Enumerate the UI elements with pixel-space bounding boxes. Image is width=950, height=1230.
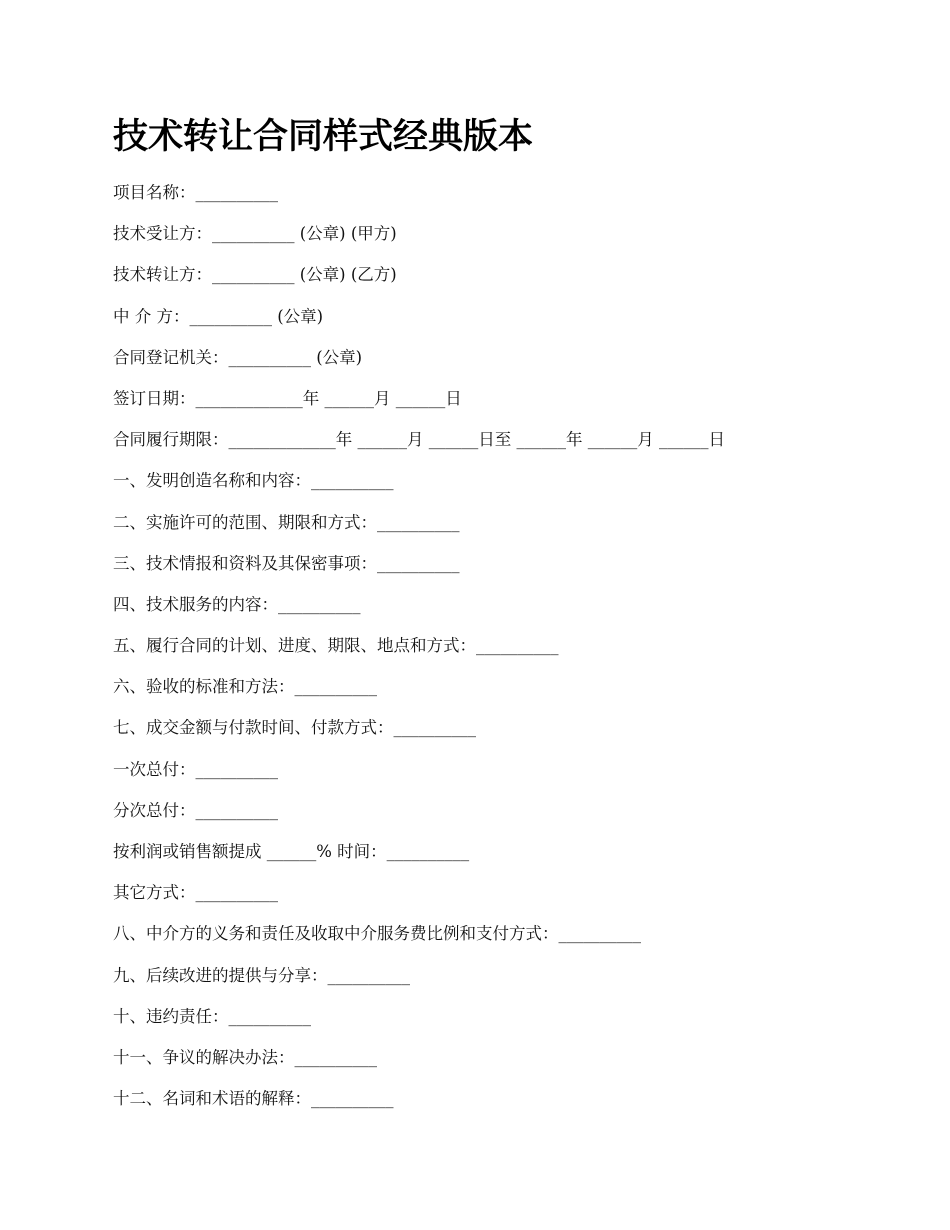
field-transferor: 技术转让方：__________ (公章) (乙方) — [113, 265, 397, 285]
payment-royalty: 按利润或销售额提成 ______% 时间：__________ — [113, 842, 470, 861]
page-title: 技术转让合同样式经典版本 — [113, 117, 534, 157]
field-performance-period: 合同履行期限：_____________年 ______月 ______日至 ______年 ______月 ______日 — [113, 430, 725, 450]
clause-12: 十二、名词和术语的解释：__________ — [113, 1089, 394, 1109]
clause-2: 二、实施许可的范围、期限和方式：__________ — [113, 512, 460, 532]
clause-11: 十一、争议的解决办法：__________ — [113, 1047, 377, 1067]
payment-other: 其它方式：__________ — [113, 883, 278, 903]
clause-7: 七、成交金额与付款时间、付款方式：__________ — [113, 718, 476, 738]
clause-1: 一、发明创造名称和内容：__________ — [113, 471, 394, 491]
clause-9: 九、后续改进的提供与分享：__________ — [113, 965, 410, 985]
contract-fields — [113, 176, 913, 1123]
clause-8: 八、中介方的义务和责任及收取中介服务费比例和支付方式：__________ — [113, 924, 641, 944]
payment-installments: 分次总付：__________ — [113, 800, 278, 820]
clause-6: 六、验收的标准和方法：__________ — [113, 677, 377, 697]
clause-3: 三、技术情报和资料及其保密事项：__________ — [113, 553, 460, 573]
clause-4: 四、技术服务的内容：__________ — [113, 594, 361, 614]
clause-10: 十、违约责任：__________ — [113, 1006, 311, 1026]
field-project-name: 项目名称：__________ — [113, 183, 278, 202]
field-transferee: 技术受让方：__________ (公章) (甲方) — [113, 224, 397, 244]
field-intermediary: 中 介 方：__________ (公章) — [113, 306, 324, 326]
field-registration-authority: 合同登记机关：__________ (公章) — [113, 347, 363, 367]
payment-lump-sum: 一次总付：__________ — [113, 759, 278, 779]
field-signing-date: 签订日期：_____________年 ______月 ______日 — [113, 388, 462, 408]
clause-5: 五、履行合同的计划、进度、期限、地点和方式：__________ — [113, 636, 559, 656]
